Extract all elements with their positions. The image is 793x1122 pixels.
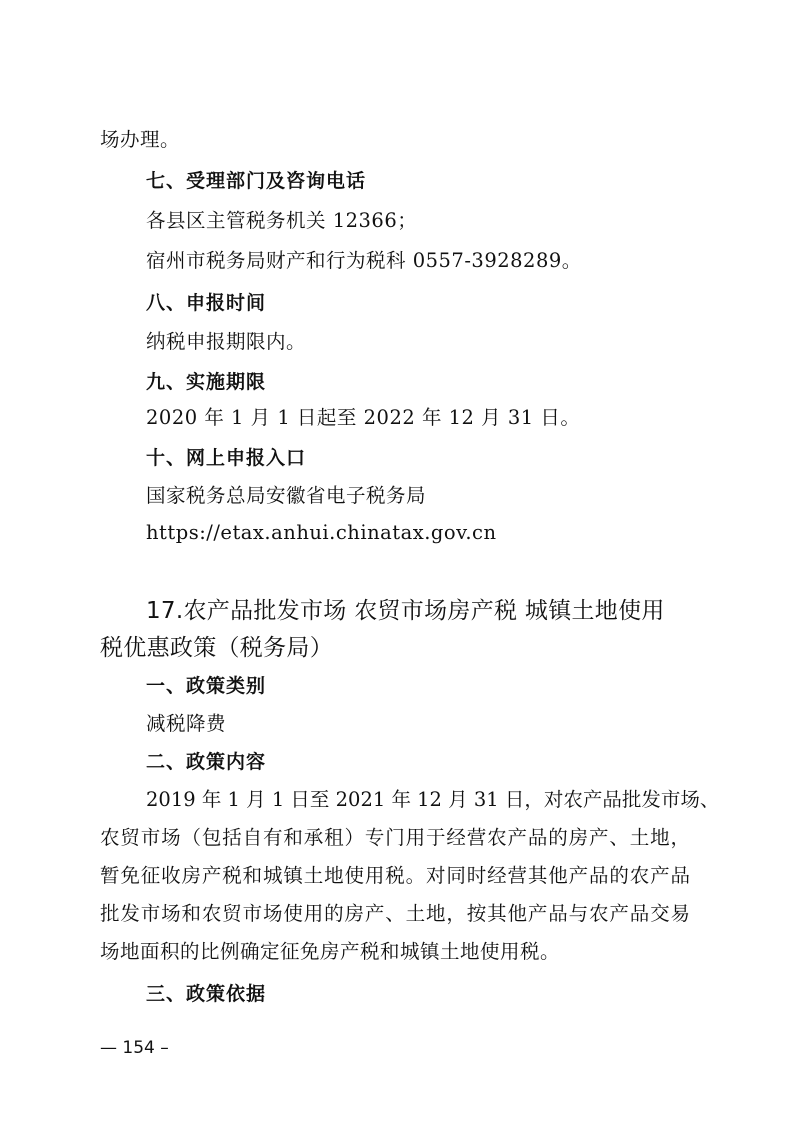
section-10-line-1: 国家税务总局安徽省电子税务局 xyxy=(146,484,427,507)
part-3-heading: 三、政策依据 xyxy=(146,983,267,1005)
part-1-heading: 一、政策类别 xyxy=(146,675,267,697)
part-2-paragraph-line: 暂免征收房产税和城镇土地使用税。对同时经营其他产品的农产品 xyxy=(100,864,690,887)
part-2-heading: 二、政策内容 xyxy=(146,751,267,773)
part-2-paragraph-line: 农贸市场（包括自有和承租）专门用于经营农产品的房产、土地， xyxy=(100,826,690,849)
section-9-heading: 九、实施期限 xyxy=(146,371,267,393)
part-2-paragraph-line: 2019 年 1 月 1 日至 2021 年 12 月 31 日，对农产品批发市场、 xyxy=(146,788,720,811)
section-9-line-1: 2020 年 1 月 1 日起至 2022 年 12 月 31 日。 xyxy=(146,406,581,429)
policy-title-line-1: 17.农产品批发市场 农贸市场房产税 城镇土地使用 xyxy=(146,598,665,624)
section-8-line-1: 纳税申报期限内。 xyxy=(146,330,307,353)
continued-text: 场办理。 xyxy=(100,128,181,151)
section-7-heading: 七、受理部门及咨询电话 xyxy=(146,170,367,192)
section-10-url: https://etax.anhui.chinatax.gov.cn xyxy=(146,521,497,544)
policy-title-line-2: 税优惠政策（税务局） xyxy=(100,635,333,661)
section-10-heading: 十、网上申报入口 xyxy=(146,447,307,469)
section-8-heading: 八、申报时间 xyxy=(146,292,267,314)
part-1-line-1: 减税降费 xyxy=(146,712,227,735)
page-number: — 154 – xyxy=(100,1038,169,1058)
section-7-line-1: 各县区主管税务机关 12366； xyxy=(146,209,418,232)
part-2-paragraph-line: 场地面积的比例确定征免房产税和城镇土地使用税。 xyxy=(100,940,561,963)
part-2-paragraph-line: 批发市场和农贸市场使用的房产、土地，按其他产品与农产品交易 xyxy=(100,902,690,925)
section-7-line-2: 宿州市税务局财产和行为税科 0557-3928289。 xyxy=(146,249,582,272)
